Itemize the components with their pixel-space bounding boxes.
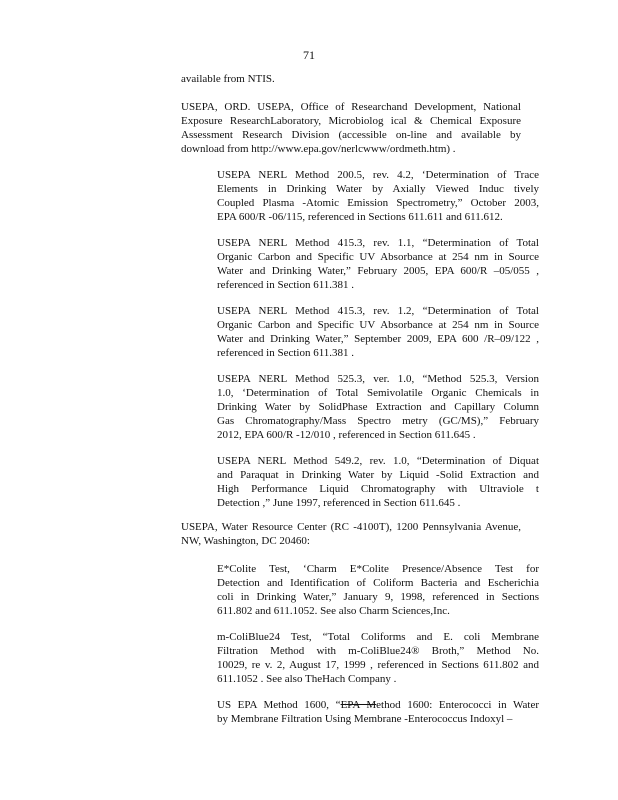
reference-line: Water and Drinking Water,” September 2009, EPA 600 /R–09/122 , — [217, 333, 539, 345]
reference-line: Gas Chromatography/Mass Spectro metry (GC/MS),” February — [217, 415, 539, 427]
reference-entry — [181, 100, 521, 156]
reference-line: Drinking Water by SolidPhase Extraction and Capillary Column — [217, 401, 539, 413]
reference-line — [217, 712, 539, 726]
reference-line: USEPA, ORD. USEPA, Office of Researchand Development, National — [181, 101, 521, 113]
reference-line: m-ColiBlue24 Test, “Total Coliforms and E. coli Membrane — [217, 631, 539, 643]
reference-line: Organic Carbon and Specific UV Absorbance at 254 nm in Source — [217, 319, 539, 331]
reference-entry — [217, 236, 539, 292]
reference-line: 10029, re v. 2, August 17, 1999 , referenced in Sections 611.802 and — [217, 659, 539, 671]
line-text: ethod 1600: Enterococci in Water — [376, 699, 540, 711]
reference-line: Water and Drinking Water,” February 2005, EPA 600/R –05/055 , — [217, 265, 539, 277]
reference-line: Detection ,” June 1997, referenced in Section 611.645 . — [217, 497, 461, 509]
struck-text: EPA M — [340, 699, 377, 711]
reference-entry — [217, 698, 539, 726]
page-number: 71 — [303, 48, 315, 62]
reference-line: High Performance Liquid Chromatography with Ultraviole t — [217, 483, 539, 495]
reference-line: USEPA NERL Method 549.2, rev. 1.0, “Determination of Diquat — [217, 455, 539, 467]
reference-line: Exposure ResearchLaboratory, Microbiolog ical & Chemical Exposure — [181, 115, 521, 127]
reference-line: 2012, EPA 600/R -12/010 , referenced in Section 611.645 . — [217, 429, 476, 441]
reference-line: Detection and Identification of Coliform Bacteria and Escherichia — [217, 577, 539, 589]
reference-line: 1.0, ‘Determination of Total Semivolatile Organic Chemicals in — [217, 387, 539, 399]
line-text: by Membrane Filtration Using Membrane -Enterococcus Indoxyl – — [217, 713, 513, 725]
reference-line: 611.1052 . See also TheHach Company . — [217, 673, 397, 685]
reference-line: referenced in Section 611.381 . — [217, 347, 355, 359]
reference-line: and Paraquat in Drinking Water by Liquid -Solid Extraction and — [217, 469, 539, 481]
reference-line: Assessment Research Division (accessible on-line and available by — [181, 129, 521, 141]
reference-entry — [181, 72, 521, 86]
reference-entry — [217, 372, 539, 442]
reference-entry — [217, 630, 539, 686]
line-text: US EPA Method 1600, “ — [217, 699, 341, 711]
reference-entry — [217, 454, 539, 510]
reference-entry — [217, 304, 539, 360]
reference-line: referenced in Section 611.381 . — [217, 279, 355, 291]
reference-line: 611.802 and 611.1052. See also Charm Sciences,Inc. — [217, 605, 450, 617]
reference-entry — [217, 168, 539, 224]
reference-entry — [217, 562, 539, 618]
reference-line: NW, Washington, DC 20460: — [181, 535, 310, 547]
reference-line — [217, 698, 539, 712]
reference-line: USEPA NERL Method 200.5, rev. 4.2, ‘Determination of Trace — [217, 169, 539, 181]
reference-line: available from NTIS. — [181, 73, 275, 85]
reference-line: USEPA NERL Method 415.3, rev. 1.1, “Determination of Total — [217, 237, 539, 249]
reference-line: download from http://www.epa.gov/nerlcwww/ordmeth.htm) . — [181, 143, 456, 155]
reference-entry — [181, 520, 521, 548]
reference-line: Filtration Method with m-ColiBlue24® Broth,” Method No. — [217, 645, 539, 657]
reference-line: Elements in Drinking Water by Axially Viewed Induc tively — [217, 183, 539, 195]
reference-line: USEPA NERL Method 525.3, ver. 1.0, “Method 525.3, Version — [217, 373, 539, 385]
reference-line: EPA 600/R -06/115, referenced in Sections 611.611 and 611.612. — [217, 211, 503, 223]
reference-line: USEPA NERL Method 415.3, rev. 1.2, “Determination of Total — [217, 305, 539, 317]
reference-line: coli in Drinking Water,” January 9, 1998, referenced in Sections — [217, 591, 539, 603]
reference-line: E*Colite Test, ‘Charm E*Colite Presence/Absence Test for — [217, 563, 539, 575]
reference-line: Coupled Plasma -Atomic Emission Spectrometry,” October 2003, — [217, 197, 539, 209]
reference-line: USEPA, Water Resource Center (RC -4100T), 1200 Pennsylvania Avenue, — [181, 521, 521, 533]
reference-line: Organic Carbon and Specific UV Absorbance at 254 nm in Source — [217, 251, 539, 263]
